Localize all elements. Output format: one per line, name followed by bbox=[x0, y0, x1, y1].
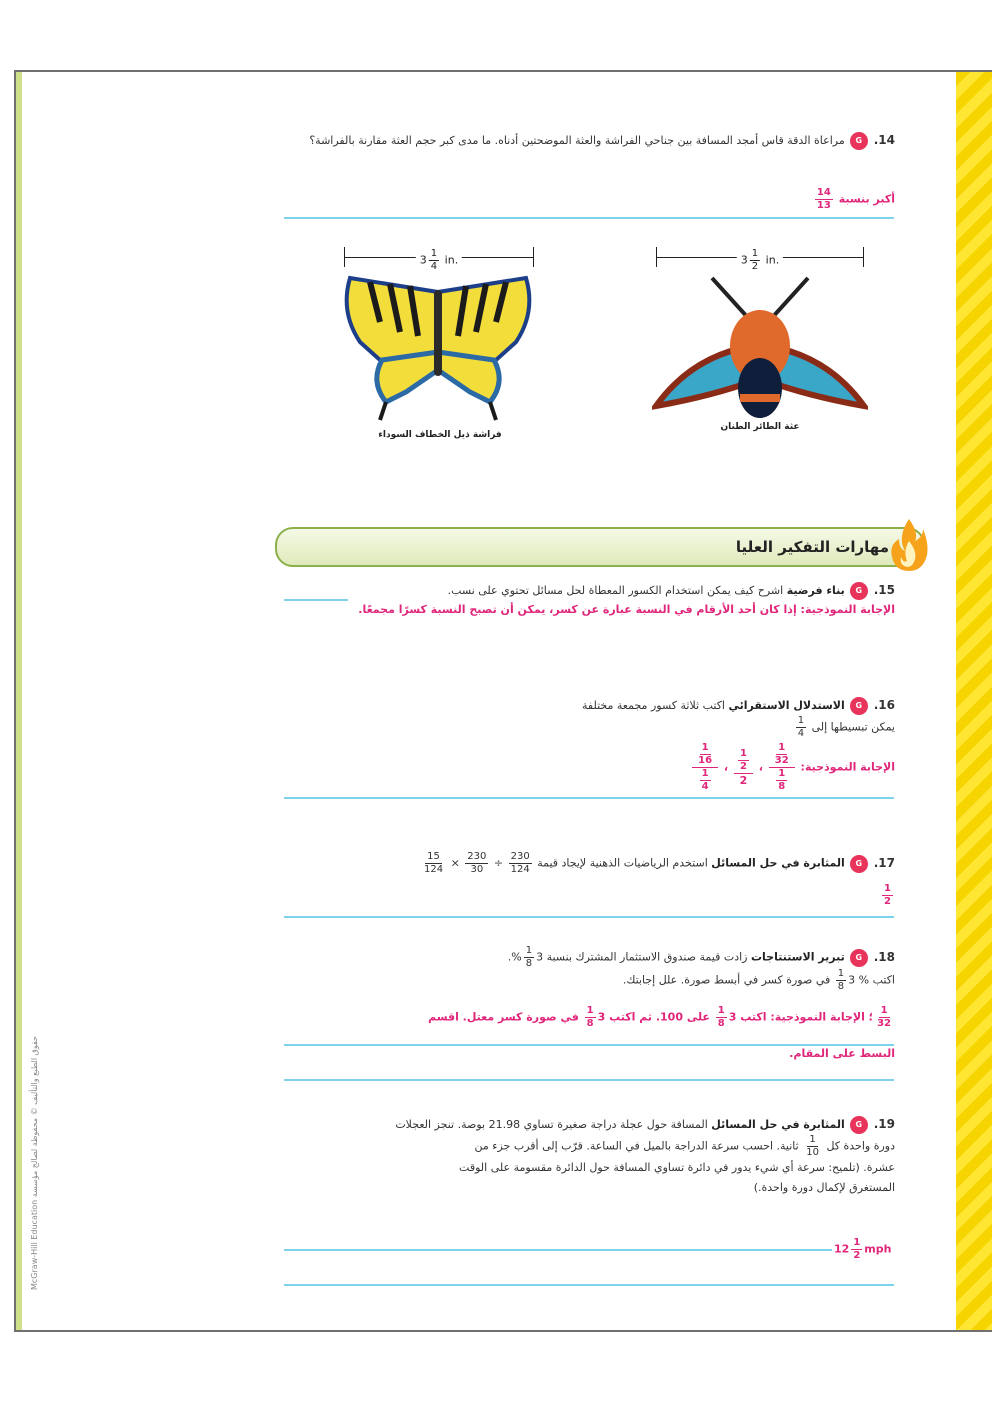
left-edge-strip bbox=[16, 72, 22, 1330]
answer-line bbox=[284, 217, 894, 219]
answer-16: الإجابة النموذجية: $\frac{\frac{1}{32}}{\frac{1}{8}}$ ، $\frac{\frac{1}{2}}{2}$ ، $\frac{\frac{1}{16}}{\frac{1}{4}}$ bbox=[280, 743, 895, 792]
answer-label: الإجابة النموذجية: bbox=[800, 760, 895, 774]
question-17: 17.Gالمثابرة في حل المسائل استخدم الرياضيات الذهنية لإيجاد قيمة $\frac{230}{124}$ ÷ $\frac{230}{30}$ × $\frac{15}{124}$ bbox=[423, 851, 895, 875]
question-16: 16.Gالاستدلال الاستقرائي اكتب ثلاثة كسور مجمعة مختلفة يمكن تبسيطها إلى $\frac{1}{4}$ الإجابة النموذجية: $\frac{\frac{1}{32}}{\frac{1}{8}}$ ، $\frac{\frac{1}{2}}{2}$ ، $\frac{\frac{1}{16}}{\frac{1}{4}}$ bbox=[280, 695, 895, 792]
question-text: استخدم الرياضيات الذهنية لإيجاد قيمة bbox=[537, 856, 708, 870]
question-text-2b: ثانية. احسب سرعة الدراجة بالميل في الساعة. قرّب إلى أقرب جزء من bbox=[474, 1139, 799, 1153]
question-number: 16. bbox=[873, 698, 895, 712]
answer-line bbox=[284, 1044, 894, 1046]
answer-18: $\frac{1}{32}$ ؛ الإجابة النموذجية: اكتب 3 $\frac{1}{8}$ على 100. ثم اكتب 3 $\frac{1}{8}$ في صورة كسر معتل. اقسم bbox=[428, 1005, 891, 1029]
g-badge-icon: G bbox=[850, 697, 868, 715]
question-14 bbox=[280, 130, 895, 151]
question-label: المثابرة في حل المسائل bbox=[711, 1118, 845, 1131]
question-18: 18.Gتبرير الاستنتاجات زادت قيمة صندوق الاستثمار المشترك بنسبة 3 $\frac{1}{8}$ %. اكتب % 3 $\frac{1}{8}$ في صورة كسر في أبسط صورة. علل إجابتك. $\frac{1}{32}$ ؛ الإجابة النموذجية: اكتب 3 $\frac{1}{8}$ على 100. ثم اكتب 3 $\frac{1}{8}$ في صورة كسر معتل. اقسم البسط على المقام. bbox=[280, 946, 895, 1060]
answer-numerator: 14 bbox=[816, 187, 831, 198]
moth-caption: عثة الطائر الطنان bbox=[720, 422, 800, 432]
butterfly-caption: فراشة ذيل الخطاف السوداء bbox=[378, 430, 502, 440]
answer-14 bbox=[600, 188, 895, 211]
question-text-4: المستغرق لإكمال دورة واحدة.) bbox=[753, 1181, 895, 1194]
question-label: الاستدلال الاستقرائي bbox=[728, 699, 845, 712]
moth-dimension bbox=[656, 247, 864, 272]
answer-19: 12 $\frac{1}{2}$ mph bbox=[834, 1237, 892, 1261]
section-header bbox=[275, 527, 925, 567]
answer-denominator: 13 bbox=[816, 200, 831, 211]
question-number: 14. bbox=[873, 133, 895, 147]
section-title: مهارات التفكير العليا bbox=[735, 538, 889, 556]
g-badge-icon: G bbox=[850, 132, 868, 150]
yellow-margin-band bbox=[956, 72, 992, 1330]
question-15 bbox=[280, 580, 895, 616]
question-text-3: عشرة. (تلميح: سرعة أي شيء يدور في دائرة تساوي المسافة حول الدائرة مقسومة على الوقت bbox=[459, 1161, 895, 1174]
question-text-1: المسافة حول عجلة دراجة صغيرة تساوي 21.98 بوصة. تنجز العجلات bbox=[395, 1118, 708, 1131]
flame-icon bbox=[889, 517, 929, 573]
question-text: اكتب ثلاثة كسور مجمعة مختلفة bbox=[581, 699, 725, 712]
answer-line bbox=[284, 1249, 832, 1251]
question-text-2a: اكتب % bbox=[858, 973, 895, 987]
question-label: المثابرة في حل المسائل bbox=[711, 856, 845, 870]
question-text: مراعاة الدقة قاس أمجد المسافة بين جناحي الفراشة والعثة الموضحتين أدناه. ما مدى كبر حجم العثة مقارنة بالفراشة؟ bbox=[309, 134, 845, 147]
question-text-2b: في صورة كسر في أبسط صورة. علل إجابتك. bbox=[622, 973, 831, 987]
answer-line bbox=[284, 599, 348, 601]
answer-line bbox=[284, 1284, 894, 1286]
question-text: اشرح كيف يمكن استخدام الكسور المعطاة لحل مسائل تحتوي على نسب. bbox=[447, 584, 784, 597]
moth-illustration bbox=[652, 276, 868, 426]
question-label: تبرير الاستنتاجات bbox=[750, 950, 845, 964]
answer-15: الإجابة النموذجية: إذا كان أحد الأرقام في النسبة عبارة عن كسر، يمكن أن تصبح النسبة كسرًا مجمعًا. bbox=[358, 603, 895, 616]
g-badge-icon: G bbox=[850, 1116, 868, 1134]
question-text-2: يمكن تبسيطها إلى bbox=[811, 720, 895, 734]
question-text-2a: دورة واحدة كل bbox=[826, 1139, 895, 1153]
answer-line bbox=[284, 1079, 894, 1081]
question-19: 19.Gالمثابرة في حل المسائل المسافة حول عجلة دراجة صغيرة تساوي 21.98 بوصة. تنجز العجلات دورة واحدة كل $\frac{1}{10}$ ثانية. احسب سرعة الدراجة بالميل في الساعة. قرّب إلى أقرب جزء من عشرة. (تلميح: سرعة أي شيء يدور في دائرة تساوي المسافة حول الدائرة مقسومة على الوقت المستغرق لإكمال دورة واحدة.) bbox=[280, 1114, 895, 1198]
g-badge-icon: G bbox=[850, 855, 868, 873]
side-credit bbox=[30, 1000, 44, 1300]
answer-line bbox=[284, 797, 894, 799]
complex-fraction-3: $\frac{\frac{1}{16}}{\frac{1}{4}}$ bbox=[692, 743, 718, 792]
answer-17: $\frac{1}{2}$ bbox=[884, 883, 891, 907]
question-text: زادت قيمة صندوق الاستثمار المشترك بنسبة bbox=[546, 950, 748, 964]
complex-fraction-2: $\frac{\frac{1}{2}}{2}$ bbox=[734, 749, 753, 786]
complex-fraction-1: $\frac{\frac{1}{32}}{\frac{1}{8}}$ bbox=[769, 743, 795, 792]
butterfly-dimension-label: 3 $\frac{1}{4}$ in. bbox=[416, 249, 462, 272]
butterfly-illustration bbox=[340, 272, 536, 422]
butterfly-dimension bbox=[344, 247, 534, 272]
question-number: 15. bbox=[873, 583, 895, 597]
question-number: 17. bbox=[873, 855, 895, 870]
side-credit-text: McGraw-Hill Education حقوق الطبع والتأليف © محفوظة لصالح مؤسسة bbox=[30, 1036, 39, 1290]
answer-line bbox=[284, 916, 894, 918]
answer-prefix: أكبر بنسبة bbox=[838, 192, 895, 206]
moth-dimension-label: 3 $\frac{1}{2}$ in. bbox=[737, 249, 783, 272]
answer-18-line-2: البسط على المقام. bbox=[789, 1047, 895, 1060]
g-badge-icon: G bbox=[850, 582, 868, 600]
question-number: 18. bbox=[873, 949, 895, 964]
question-label: بناء فرضية bbox=[786, 584, 845, 597]
question-number: 19. bbox=[873, 1117, 895, 1131]
g-badge-icon: G bbox=[850, 949, 868, 967]
